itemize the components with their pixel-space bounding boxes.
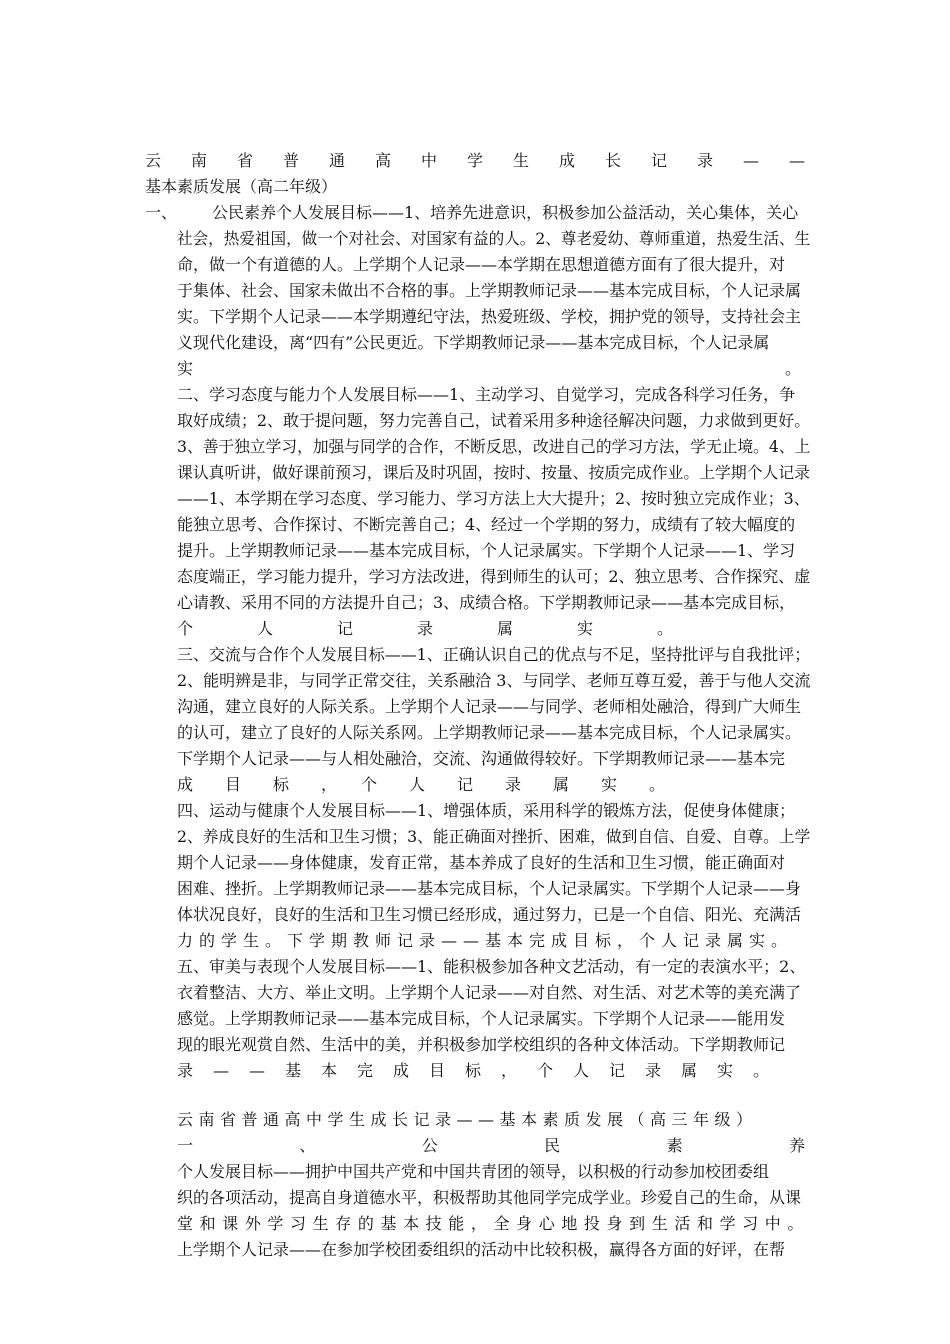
body-line: 衣着整洁、大方、举止文明。上学期个人记录——对自然、对生活、对艺术等的美充满了 [177,983,802,1002]
body-line: 个人发展目标——拥护中国共产党和中国共青团的领导，以积极的行动参加校团委组 [177,1162,770,1181]
body-line: 实。下学期个人记录——本学期遵纪守法，热爱班级、学校，拥护党的领导，支持社会主 [177,307,802,326]
body-line: 沟通，建立良好的人际关系。上学期个人记录——与同学、老师相处融洽，得到广大师生 [177,697,802,716]
section-heading [177,1136,805,1156]
body-line: 提升。上学期教师记录——基本完成目标，个人记录属实。下学期个人记录——1、学习 [177,541,796,560]
document-subtitle: 基本素质发展（高二年级） [145,177,338,196]
body-line: 感觉。上学期教师记录——基本完成目标，个人记录属实。下学期个人记录——能用发 [177,1009,786,1028]
body-line: 上学期个人记录——在参加学校团委组织的活动中比较积极，赢得各方面的好评，在帮 [177,1240,786,1259]
heading-char: 素 [666,1136,683,1155]
title-char: 普 [283,151,300,170]
body-line: 三、交流与合作个人发展目标——1、正确认识自己的优点与不足，坚持批评与自我批评； [177,645,811,664]
title-char: — [788,151,805,170]
body-line: 于集体、社会、国家未做出不合格的事。上学期教师记录——基本完成目标，个人记录属 [177,281,802,300]
title-char: 记 [651,151,668,170]
title-char: 成 [559,151,576,170]
body-line: 困难、挫折。上学期教师记录——基本完成目标，个人记录属实。下学期个人记录——身 [177,879,802,898]
title-char: 省 [237,151,254,170]
body-line: 个 人 记 录 属 实 。 [177,619,674,638]
title-char: 中 [421,151,438,170]
heading-char: 公 [421,1136,438,1155]
heading-char: 养 [788,1136,805,1155]
body-line: 义现代化建设，离“四有”公民更近。下学期教师记录——基本完成目标，个人记录属 [177,333,770,352]
title-char: 高 [375,151,392,170]
body-line: 二、学习态度与能力个人发展目标——1、主动学习、自觉学习，完成各科学习任务，争 [177,385,796,404]
heading-char: 一 [177,1136,194,1155]
body-line: 课认真听讲，做好课前预习，课后及时巩固，按时、按量、按质完成作业。上学期个人记录 [177,463,811,482]
title-char: 通 [329,151,346,170]
body-line: 2、养成良好的生活和卫生习惯；3、能正确面对挫折、困难，做到自信、自爱、自尊。上学 [177,827,811,846]
body-line: 的认可，建立了良好的人际关系网。上学期教师记录——基本完成目标，个人记录属实。 [177,723,802,742]
body-line: 五、审美与表现个人发展目标——1、能积极参加各种文艺活动，有一定的表演水平；2、 [177,957,806,976]
body-line: 心请教、采用不同的方法提升自己；3、成绩合格。下学期教师记录——基本完成目标， [177,593,796,612]
body-line: ——1、本学期在学习态度、学习能力、学习方法上大大提升；2、按时独立完成作业；3、 [177,489,810,508]
body-line: 命，做一个有道德的人。上学期个人记录——本学期在思想道德方面有了很大提升，对 [177,255,786,274]
body-line: 实 。 [177,359,802,378]
title-char: — [743,151,759,170]
body-line: 2、能明辨是非，与同学正常交往，关系融洽 3、与同学、老师互尊互爱，善于与他人交流 [177,671,811,690]
heading-char: 民 [544,1136,561,1155]
body-line: 力的学生。下学期教师记录——基本完成目标，个人记录属实。 [177,931,794,950]
section-marker: 一、 [145,203,178,222]
body-line: 期个人记录——身体健康，发育正常，基本养成了良好的生活和卫生习惯，能正确面对 [177,853,786,872]
body-line: 3、善于独立学习，加强与同学的合作，不断反思，改进自己的学习方法，学无止境。4、上 [177,437,811,456]
body-line: 能独立思考、合作探讨、不断完善自己；4、经过一个学期的努力，成绩有了较大幅度的 [177,515,796,534]
title-char: 学 [467,151,484,170]
title-char: 云 [145,151,162,170]
document-title [145,151,805,171]
title-char: 生 [513,151,530,170]
body-line: 社会，热爱祖国，做一个对社会、对国家有益的人。2、尊老爱幼、尊师重道，热爱生活、生 [177,229,811,248]
document-title-2: 云南省普通高中学生成长记录——基本素质发展（高三年级） [177,1110,758,1129]
body-line: 下学期个人记录——与人相处融洽，交流、沟通做得较好。下学期教师记录——基本完 [177,749,786,768]
body-line: 成 目 标 ， 个 人 记 录 属 实 。 [177,775,666,794]
body-line: 态度端正，学习能力提升，学习方法改进，得到师生的认可；2、独立思考、合作探究、虚 [177,567,811,586]
body-line: 现的眼光观赏自然、生活中的美，并积极参加学校组织的各种文体活动。下学期教师记 [177,1035,786,1054]
body-line: 录——基本完成目标，个人记录属实。 [177,1061,790,1080]
body-line: 体状况良好，良好的生活和卫生习惯已经形成，通过努力，已是一个自信、阳光、充满活 [177,905,802,924]
body-line: 公民素养个人发展目标——1、培养先进意识，积极参加公益活动，关心集体，关心 [212,203,799,222]
body-line: 四、运动与健康个人发展目标——1、增强体质，采用科学的锻炼方法，促使身体健康； [177,801,796,820]
body-line: 堂和课外学习生存的基本技能，全身心地投身到生活和学习中。 [177,1214,811,1233]
body-line: 取好成绩；2、敢于提问题，努力完善自己，试着采用多种途径解决问题，力求做到更好。 [177,411,811,430]
title-char: 录 [697,151,714,170]
title-char: 长 [605,151,622,170]
title-char: 南 [191,151,208,170]
body-line: 织的各项活动，提高自身道德水平，积极帮助其他同学完成学业。珍爱自己的生命，从课 [177,1188,802,1207]
heading-char: 、 [299,1136,316,1155]
